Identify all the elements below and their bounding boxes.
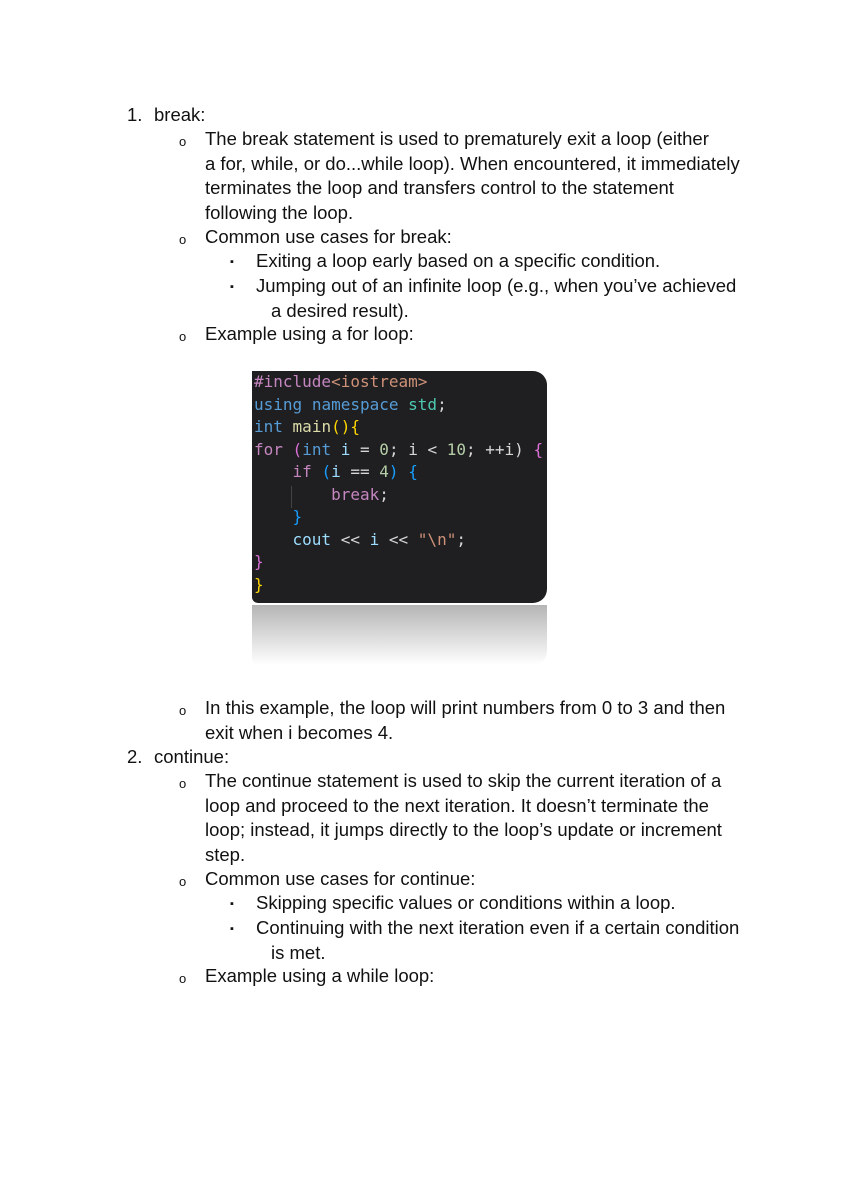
code-token: } <box>292 507 303 526</box>
circle-bullet: o <box>179 776 187 791</box>
code-token: ; <box>437 394 447 414</box>
square-bullet: ▪ <box>230 256 234 268</box>
code-token: { <box>408 462 418 481</box>
code-token: break <box>331 484 380 504</box>
code-token: <iostream> <box>331 372 428 391</box>
circle-bullet: o <box>179 874 187 889</box>
code-token: i <box>340 439 351 459</box>
code-token: ( <box>292 439 303 459</box>
code-token: #include <box>254 372 332 391</box>
square-bullet: ▪ <box>230 898 234 910</box>
section-title-break: break: <box>154 104 206 125</box>
code-token: std <box>408 394 438 414</box>
square-bullet: ▪ <box>230 281 234 293</box>
text-line: a for, while, or do...while loop). When encountered, it immediately <box>205 152 740 174</box>
continue-example-heading: Example using a while loop: <box>205 965 435 986</box>
code-token: for <box>254 439 283 459</box>
text-line: Continuing with the next iteration even if a certain condition <box>256 917 740 938</box>
code-token: == <box>350 462 370 481</box>
code-token: if <box>292 462 312 481</box>
code-token: cout <box>292 529 332 549</box>
code-token: ; <box>379 484 389 504</box>
square-bullet: ▪ <box>230 923 234 935</box>
break-use-cases-heading: Common use cases for break: <box>205 226 452 247</box>
code-token: << <box>340 529 360 549</box>
continue-use-case-1: Skipping specific values or conditions within a loop. <box>256 892 676 913</box>
code-token: ; i < <box>388 439 447 459</box>
code-snippet-image <box>252 371 547 603</box>
text-line: loop; instead, it jumps directly to the loop’s update or increment <box>205 819 722 840</box>
text-line: a desired result). <box>271 299 409 321</box>
circle-bullet: o <box>179 329 187 344</box>
section-title-continue: continue: <box>154 746 230 767</box>
circle-bullet: o <box>179 703 187 718</box>
circle-bullet: o <box>179 232 187 247</box>
text-line: The continue statement is used to skip the current iteration of a <box>205 770 722 791</box>
break-example-explanation <box>205 696 765 745</box>
circle-bullet: o <box>179 971 187 986</box>
continue-use-cases-heading: Common use cases for continue: <box>205 868 476 889</box>
list-number: 1. <box>127 104 143 125</box>
continue-use-case-2 <box>256 916 756 965</box>
code-token: int <box>254 417 283 436</box>
list-number: 2. <box>127 746 143 767</box>
text-line: loop and proceed to the next iteration. It doesn’t terminate the <box>205 794 709 816</box>
indent-guide <box>291 486 292 508</box>
break-use-case-1: Exiting a loop early based on a specific condition. <box>256 250 661 271</box>
code-token: main <box>292 417 332 436</box>
text-line: is met. <box>271 941 326 963</box>
text-line: following the loop. <box>205 201 354 223</box>
text-line: exit when i becomes 4. <box>205 721 394 743</box>
break-example-heading: Example using a for loop: <box>205 323 414 344</box>
text-line: In this example, the loop will print numbers from 0 to 3 and then <box>205 697 726 718</box>
code-token: 4 <box>379 462 389 481</box>
text-line: terminates the loop and transfers control to the statement <box>205 177 674 198</box>
code-token: i <box>369 529 380 549</box>
circle-bullet: o <box>179 134 187 149</box>
code-token: { <box>533 439 544 459</box>
continue-description <box>205 769 765 867</box>
code-token: using <box>254 394 303 414</box>
code-token: 0 <box>379 439 389 459</box>
code-token: (){ <box>331 417 360 436</box>
code-token: ) <box>388 462 399 481</box>
code-token: << <box>388 529 409 549</box>
code-token: } <box>254 552 264 571</box>
code-token: int <box>302 439 332 459</box>
text-line: The break statement is used to prematurely exit a loop (either <box>205 128 709 149</box>
break-use-case-2 <box>256 274 756 323</box>
code-token: "\n" <box>417 529 457 549</box>
image-reflection <box>252 605 547 665</box>
code-token: ; ++i) <box>466 439 524 459</box>
code-token: ; <box>456 529 466 549</box>
break-description <box>205 127 765 225</box>
code-token: namespace <box>311 394 399 414</box>
code-token: i <box>331 462 341 481</box>
code-token: 10 <box>446 439 466 459</box>
code-token: } <box>254 574 264 594</box>
text-line: Jumping out of an infinite loop (e.g., when you’ve achieved <box>256 275 737 296</box>
code-token: ( <box>321 462 332 481</box>
text-line: step. <box>205 843 246 865</box>
code-token: = <box>360 439 370 459</box>
